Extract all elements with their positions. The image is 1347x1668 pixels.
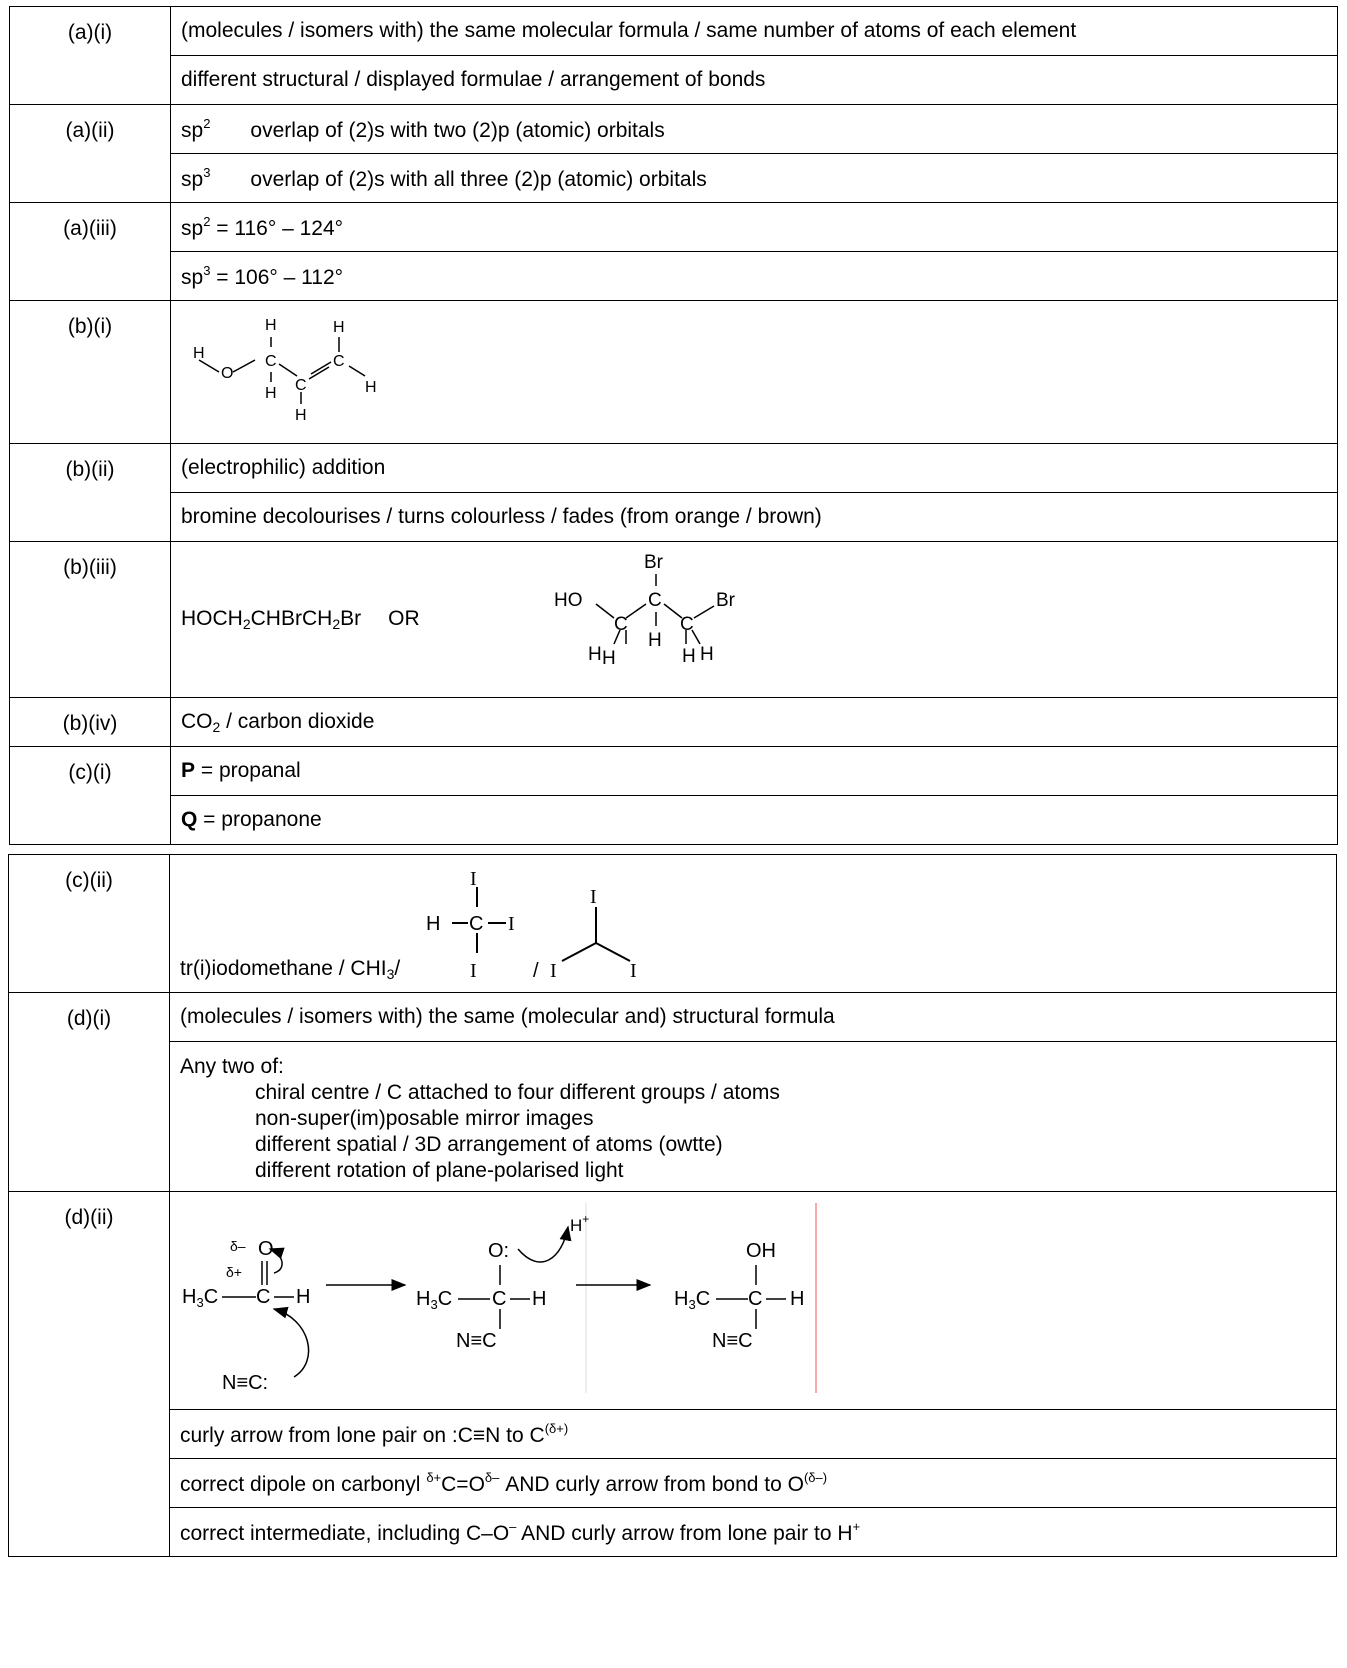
question-label: (a)(iii) — [10, 203, 171, 301]
question-label: (d)(ii) — [9, 1192, 170, 1557]
atom-label: I — [630, 960, 637, 982]
answer-text: $sp^3 = 106^\circ - 112^\circ$ — [171, 252, 1338, 301]
methyl-group: $H_3C$ — [182, 1286, 219, 1310]
row-c-i-1 — [10, 747, 1338, 796]
atom-label: H — [265, 317, 277, 334]
row-d-i-2 — [9, 1042, 1337, 1192]
atom-label: H — [602, 648, 616, 669]
row-a-i-1 — [10, 7, 1338, 56]
dibromopropanol-structure — [536, 544, 756, 694]
atom-label: H — [193, 345, 205, 362]
answer-text: P = propanal — [171, 747, 1338, 796]
mechanism-diagram — [170, 1192, 1337, 1410]
atom-label: Br — [644, 552, 663, 573]
atom-label: I — [470, 868, 477, 890]
dipole-label: δ– — [230, 1238, 246, 1254]
answer-text: bromine decolourises / turns colourless / fades (from orange / brown) — [171, 493, 1338, 542]
atom-label: C — [333, 353, 345, 370]
cyanide-ion: N≡C: — [222, 1372, 269, 1394]
nitrile-group: N≡C — [456, 1330, 497, 1352]
atom-label: H — [365, 379, 377, 396]
cyanohydrin-mechanism — [170, 1193, 870, 1408]
question-label: (b)(iv) — [10, 698, 171, 747]
atom-label: OH — [746, 1240, 776, 1262]
answer-text: (molecules / isomers with) the same molecular formula / same number of atoms of each element — [171, 7, 1338, 56]
answer-text: different structural / displayed formulae / arrangement of bonds — [171, 56, 1338, 105]
atom-label: I — [550, 960, 557, 982]
list-item: different rotation of plane-polarised light — [255, 1159, 624, 1182]
answer-text: $sp^2 = 116^\circ - 124^\circ$ — [171, 203, 1338, 252]
atom-label: C — [265, 353, 277, 370]
atom-label: C — [614, 614, 628, 635]
dipole-label: δ+ — [226, 1264, 242, 1280]
row-b-ii-2 — [10, 493, 1338, 542]
row-a-ii-1 — [10, 105, 1338, 154]
atom-label: I — [590, 886, 597, 908]
slash-separator: / — [533, 960, 539, 982]
row-d-ii-mark1 — [9, 1410, 1337, 1459]
answer-text: (electrophilic) addition — [171, 444, 1338, 493]
question-label: (d)(i) — [9, 993, 170, 1192]
atom-label: HO — [554, 590, 583, 611]
row-a-ii-2 — [10, 154, 1338, 203]
atom-label: H — [265, 385, 277, 402]
row-c-i-2 — [10, 796, 1338, 845]
question-label: (c)(ii) — [9, 855, 170, 993]
row-b-ii-1 — [10, 444, 1338, 493]
list-item: different spatial / 3D arrangement of atoms (owtte) — [255, 1133, 723, 1156]
atom-label: C — [295, 377, 307, 394]
row-b-i — [10, 301, 1338, 444]
atom-label: H — [295, 407, 307, 424]
answer-text: $sp^3$ overlap of (2)s with all three (2)p (atomic) orbitals — [171, 154, 1338, 203]
row-b-iv — [10, 698, 1338, 747]
row-c-ii — [9, 855, 1337, 993]
atom-label: C — [256, 1286, 271, 1308]
atom-label: C — [648, 590, 662, 611]
atom-label: H — [790, 1288, 805, 1310]
methyl-group: $H_3C$ — [674, 1288, 711, 1312]
row-a-iii-1 — [10, 203, 1338, 252]
question-label: (b)(i) — [10, 301, 171, 444]
atom-label: O: — [488, 1240, 510, 1262]
list-intro: Any two of: — [180, 1055, 284, 1078]
row-d-ii-mechanism — [9, 1192, 1337, 1410]
answer-text: (molecules / isomers with) the same (molecular and) structural formula — [170, 993, 1337, 1042]
methyl-group: $H_3C$ — [416, 1288, 453, 1312]
list-item: non-super(im)posable mirror images — [255, 1107, 594, 1130]
row-b-iii — [10, 542, 1338, 698]
question-label: (b)(iii) — [10, 542, 171, 698]
atom-label: I — [508, 913, 515, 935]
iodoform-structures — [410, 857, 650, 987]
answer-list — [170, 1042, 1337, 1192]
atom-label: H — [682, 646, 696, 667]
row-d-i-1 — [9, 993, 1337, 1042]
atom-label: I — [470, 960, 477, 982]
atom-label: O — [221, 365, 234, 382]
question-label: (a)(i) — [10, 7, 171, 105]
atom-label: H — [333, 319, 345, 336]
atom-label: H — [426, 913, 441, 935]
answer-text: tr(i)iodomethane / $CHI_3/$ I H C I I I / I I — [170, 855, 1337, 993]
atom-label: Br — [716, 590, 735, 611]
question-label: (c)(i) — [10, 747, 171, 845]
answer-text: curly arrow from lone pair on :C≡N to $C^{(\delta+)}$ — [170, 1410, 1337, 1459]
atom-label: C — [492, 1288, 507, 1310]
atom-label: H — [700, 644, 714, 665]
proton: H+ — [570, 1212, 590, 1235]
atom-label: H — [588, 644, 602, 665]
list-item: chiral centre / C attached to four different groups / atoms — [255, 1081, 780, 1104]
mark-scheme-table-1 — [9, 6, 1338, 845]
atom-label: H — [296, 1286, 311, 1308]
answer-text: $CO_2$ / carbon dioxide — [171, 698, 1338, 747]
row-a-iii-2 — [10, 252, 1338, 301]
nitrile-group: N≡C — [712, 1330, 753, 1352]
atom-label: H — [532, 1288, 547, 1310]
answer-text: correct dipole on carbonyl $^{\delta+}C=O^{\delta-}$ AND curly arrow from bond to $O^{(\delta-)}$ — [170, 1459, 1337, 1508]
atom-label: C — [469, 913, 484, 935]
atom-label: C — [748, 1288, 763, 1310]
answer-text: correct intermediate, including C–O– AND curly arrow from lone pair to H+ — [170, 1508, 1337, 1557]
answer-text: $sp^2$ overlap of (2)s with two (2)p (atomic) orbitals — [171, 105, 1338, 154]
allyl-alcohol-structure — [171, 302, 471, 442]
row-d-ii-mark3 — [9, 1508, 1337, 1557]
atom-label: C — [680, 614, 694, 635]
atom-label: O — [258, 1238, 274, 1260]
question-label: (a)(ii) — [10, 105, 171, 203]
question-label: (b)(ii) — [10, 444, 171, 542]
row-a-i-2 — [10, 56, 1338, 105]
answer-structure — [171, 301, 1338, 444]
answer-text: Q = propanone — [171, 796, 1338, 845]
atom-label: H — [648, 630, 662, 651]
row-d-ii-mark2 — [9, 1459, 1337, 1508]
answer-text: $HOCH_2CHBrCH_2Br$ OR Br C HO C C Br H H H H H — [171, 542, 1338, 698]
mark-scheme-table-2 — [8, 854, 1337, 1557]
